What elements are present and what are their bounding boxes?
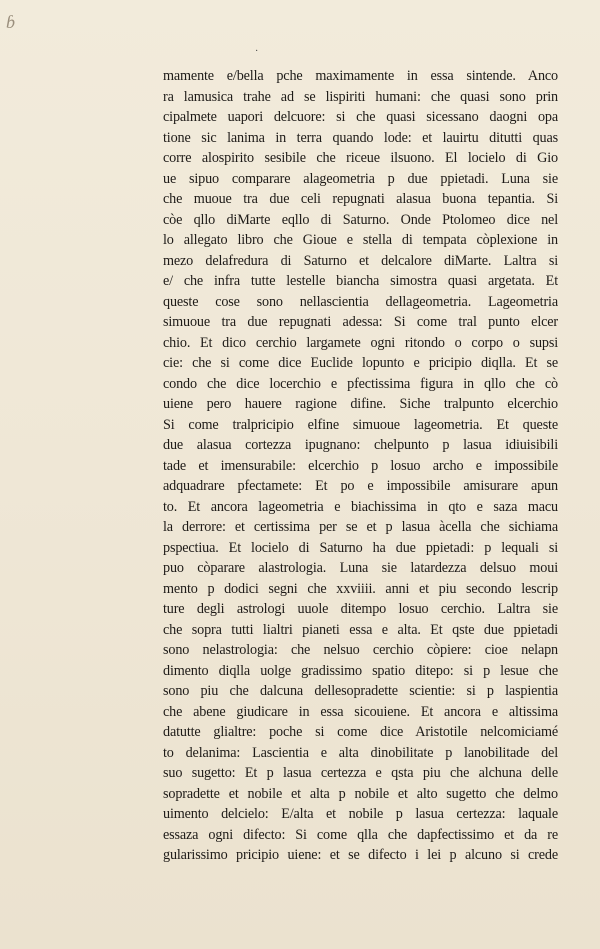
page-corner-mark: ɓ: [6, 12, 15, 32]
text-line: to delanima: Lascientia e alta dinobilitate p lanobilitade del: [163, 744, 558, 761]
text-line: mezo delafredura di Saturno et delcalore diMarte. Laltra si: [163, 252, 558, 269]
text-line: tione sic lanima in terra quando lode: et lauirtu ditutti quas: [163, 129, 558, 146]
text-line: la derrore: et certissima per se et p lasua àcella che sichiama: [163, 519, 558, 535]
text-line: uimento delcielo: E/alta et nobile p lasua certezza: laquale: [163, 806, 558, 822]
text-line: queste cose sono nellascientia dellageometria. Lageometria: [163, 293, 558, 310]
text-line: sono nelastrologia: che nelsuo cerchio còpiere: cioe nelapn: [163, 642, 558, 658]
text-line: cie: che si come dice Euclide lopunto e pricipio diqlla. Et se: [163, 355, 558, 371]
text-line: essaza ogni difecto: Si come qlla che dapfectissimo et da re: [163, 826, 558, 843]
text-line: Si come tralpricipio elfine simuoue lageometria. Et queste: [163, 416, 558, 433]
text-line: gularissimo pricipio uiene: et se difecto i lei p alcuno si crede: [163, 847, 558, 863]
text-line: uiene pero hauere ragione difine. Siche tralpunto elcerchio: [163, 396, 558, 412]
text-line: simuoue tra due repugnati adessa: Si come tral punto elcer: [163, 314, 558, 330]
page-tick-mark: ·: [255, 46, 259, 57]
text-line: sopradette et nobile et alta p nobile et alto sugetto che delmo: [163, 785, 558, 802]
text-line: che sopra tutti lialtri pianeti essa e alta. Et qste due ppietadi: [163, 621, 558, 638]
text-line: adquadrare pfectamete: Et po e impossibile amisurare apun: [163, 478, 558, 494]
text-line: lo allegato libro che Gioue e stella di tempata còplexione in: [163, 232, 558, 248]
text-line: che abene giudicare in essa sicouiene. Et ancora e altissima: [163, 703, 558, 720]
text-line: che muoue tra due celi repugnati alasua buona tepantia. Si: [163, 191, 558, 207]
text-line: ture degli astrologi uuole ditempo losuo cerchio. Laltra sie: [163, 601, 558, 617]
text-line: ra lamusica trahe ad se lispiriti humani: che quasi sono prin: [163, 88, 558, 105]
text-line: sono piu che dalcuna dellesopradette scientie: si p laspientia: [163, 683, 558, 699]
text-line: puo còparare alastrologia. Luna sie latardezza delsuo moui: [163, 560, 558, 576]
text-line: due alasua cortezza ipugnano: chelpunto p lasua idiuisibili: [163, 437, 558, 453]
text-line: corre alospirito sesibile che riceue ilsuono. El locielo di Gio: [163, 150, 558, 166]
text-line: chio. Et dico cerchio largamete ogni ritondo o corpo o supsi: [163, 334, 558, 351]
text-line: to. Et ancora lageometria e biachissima in qto e saza macu: [163, 498, 558, 515]
text-column: [163, 66, 558, 866]
text-line: dimento diqlla uolge gradissimo spatio ditepo: si p lesue che: [163, 662, 558, 679]
text-line: tade et imensurabile: elcerchio p losuo archo e impossibile: [163, 457, 558, 474]
text-line: ue sipuo comparare alageometria p due ppietadi. Luna sie: [163, 170, 558, 187]
text-line: mento p dodici segni che xxviiii. anni et piu secondo lescrip: [163, 580, 558, 597]
text-line: mamente e/bella pche maximamente in essa sintende. Anco: [163, 68, 558, 84]
text-line: condo che dice locerchio e pfectissima figura in qllo che cò: [163, 375, 558, 392]
text-line: suo sugetto: Et p lasua certezza e qsta piu che alchuna delle: [163, 765, 558, 781]
text-line: datutte glialtre: poche si come dice Aristotile nelcomiciamé: [163, 724, 558, 740]
text-line: cipalmete uapori delcuore: si che quasi sicessano daogni opa: [163, 109, 558, 125]
text-line: e/ che infra tutte lestelle biancha simostra quasi argetata. Et: [163, 273, 558, 289]
text-line: pspectiua. Et locielo di Saturno ha due ppietadi: p lequali si: [163, 539, 558, 556]
text-line: còe qllo diMarte eqllo di Saturno. Onde Ptolomeo dice nel: [163, 211, 558, 228]
